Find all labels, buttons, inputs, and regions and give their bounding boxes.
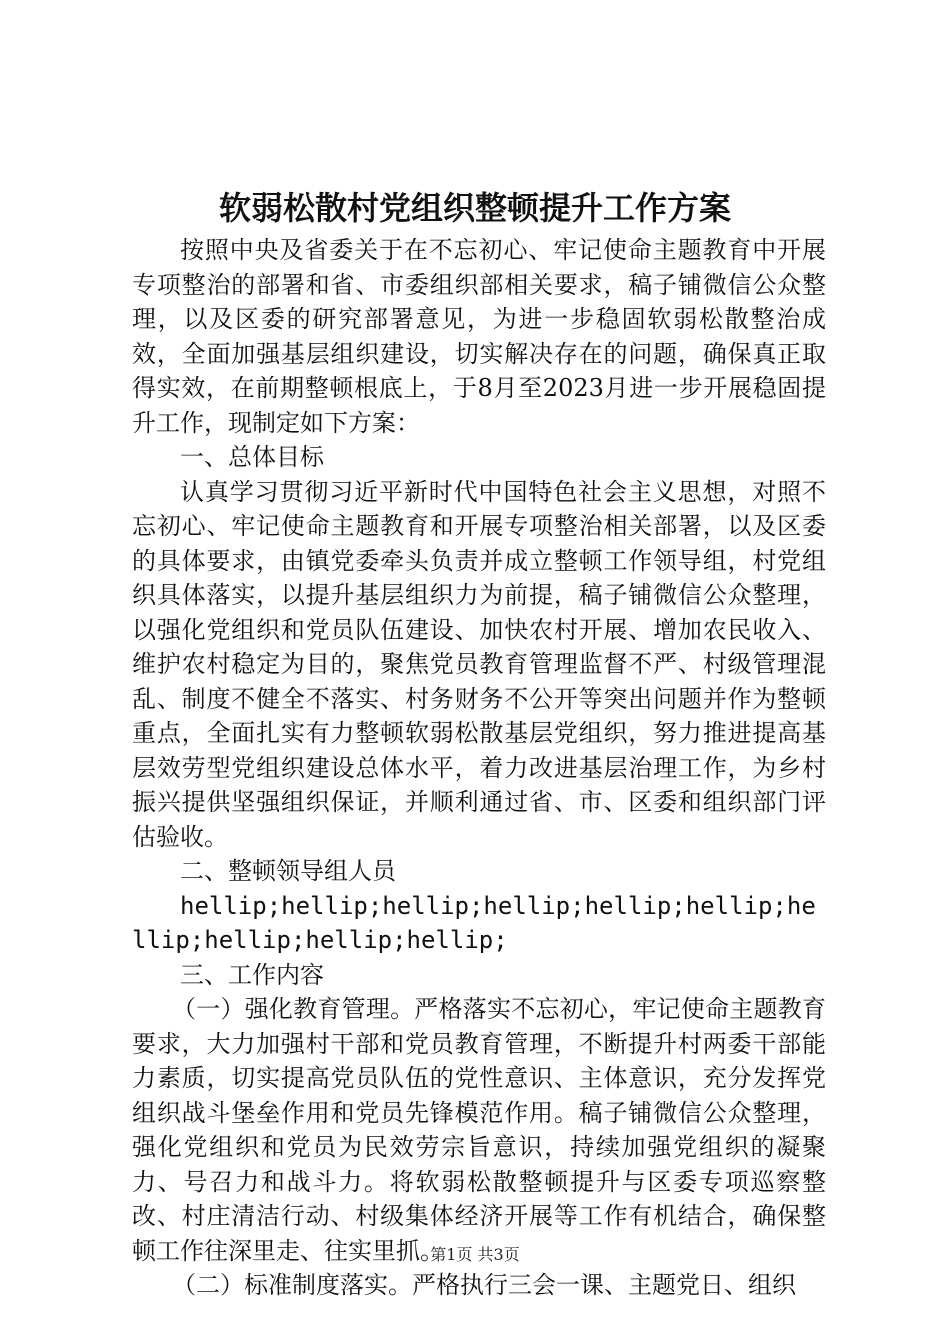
content-item-1: （一）强化教育管理。严格落实不忘初心，牢记使命主题教育要求，大力加强村干部和党员教育管理，不断提升村两委干部能力素质，切实提高党员队伍的党性意识、主体意识，充分发挥党组织战斗堡垒作用和党员先锋模范作用。稿子铺微信公众整理，强化党组织和党员为民效劳宗旨意识，持续加强党组织的凝聚力、号召力和战斗力。将软弱松散整顿提升与区委专项巡察整改、村庄清洁行动、村级集体经济开展等工作有机结合，确保整顿工作往深里走、往实里抓。 xyxy=(132,995,826,1265)
intro-paragraph: 按照中央及省委关于在不忘初心、牢记使命主题教育中开展专项整治的部署和省、市委组织部相关要求，稿子铺微信公众整理，以及区委的研究部署意见，为进一步稳固软弱松散整治成效，全面加强基层组织建设，切实解决存在的问题，确保真正取得实效，在前期整顿根底上，于8月至2023月进一步开展稳固提升工作，现制定如下方案： xyxy=(132,236,826,437)
page-footer: 第1页 共3页 xyxy=(430,1245,520,1264)
leadership-members-text: hellip;hellip;hellip;hellip;hellip;hellip;hellip;hellip;hellip;hellip; xyxy=(132,891,816,954)
section-heading-leadership: 二、整顿领导组人员 xyxy=(180,857,396,885)
document-title: 软弱松散村党组织整顿提升工作方案 xyxy=(218,189,731,227)
document-body xyxy=(132,233,826,1303)
section-heading-content: 三、工作内容 xyxy=(180,960,324,989)
content-item-2: （二）标准制度落实。严格执行三会一课、主题党日、组织 xyxy=(172,1271,796,1299)
goals-paragraph: 认真学习贯彻习近平新时代中国特色社会主义思想，对照不忘初心、牢记使命主题教育和开展专项整治相关部署，以及区委的具体要求，由镇党委牵头负责并成立整顿工作领导组，村党组织具体落实，以提升基层组织力为前提，稿子铺微信公众整理，以强化党组织和党员队伍建设、加快农村开展、增加农民收入、维护农村稳定为目的，聚焦党员教育管理监督不严、村级管理混乱、制度不健全不落实、村务财务不公开等突出问题并作为整顿重点，全面扎实有力整顿软弱松散基层党组织，努力推进提高基层效劳型党组织建设总体水平，着力改进基层治理工作，为乡村振兴提供坚强组织保证，并顺利通过省、市、区委和组织部门评估验收。 xyxy=(132,477,826,851)
section-heading-goals: 一、总体目标 xyxy=(180,443,324,471)
